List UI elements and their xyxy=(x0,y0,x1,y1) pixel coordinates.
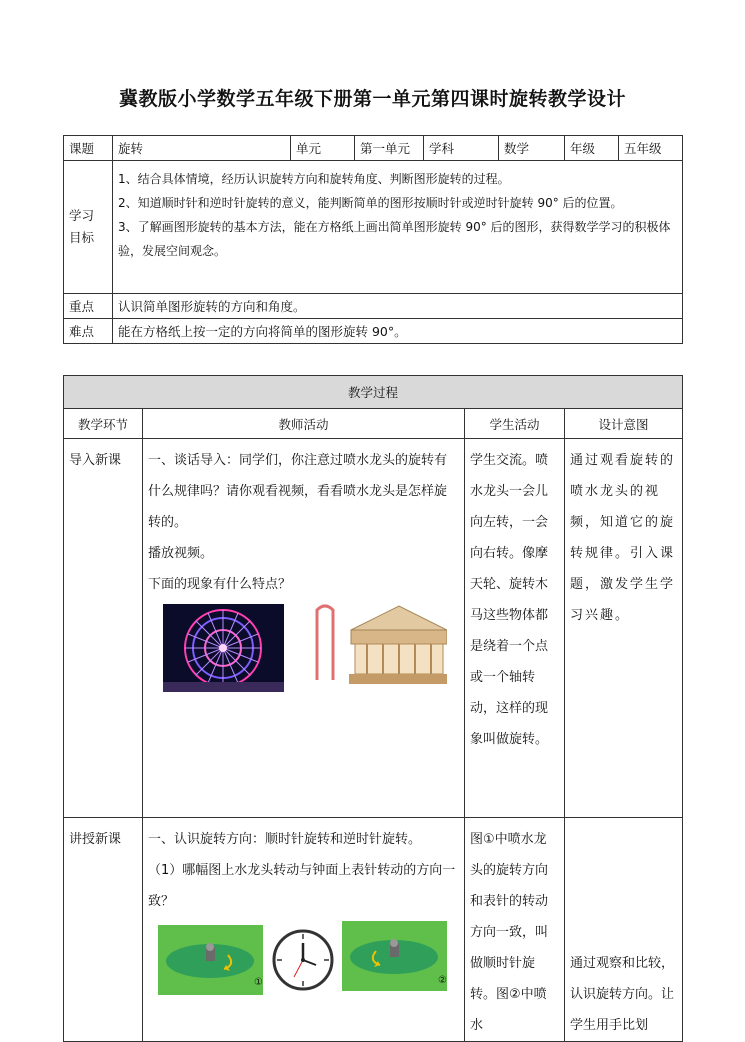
carousel-image xyxy=(311,600,447,692)
photo-row xyxy=(148,600,459,696)
process-header-row xyxy=(64,409,683,439)
stage-new: 讲授新课 xyxy=(64,818,143,1042)
process-row-new xyxy=(64,818,683,1042)
unit-value: 第一单元 xyxy=(355,136,424,161)
header-student: 学生活动 xyxy=(465,409,565,439)
teaching-process-table xyxy=(63,375,683,1042)
header-stage: 教学环节 xyxy=(64,409,143,439)
info-row-difficult xyxy=(64,319,683,344)
goals-content xyxy=(113,161,683,294)
header-purpose: 设计意图 xyxy=(565,409,683,439)
teacher-activity-new xyxy=(143,818,465,1042)
difficult-value: 能在方格纸上按一定的方向将简单的图形旋转 90°。 xyxy=(113,319,683,344)
process-row-intro xyxy=(64,439,683,818)
purpose-new-text: 通过观察和比较，认识旋转方向。让学生用手比划 xyxy=(570,956,675,1033)
goal-1: 1、结合具体情境，经历认识旋转方向和旋转角度、判断图形旋转的过程。 xyxy=(118,172,510,186)
design-purpose-new xyxy=(565,818,683,1042)
sprinkler-clock-row xyxy=(148,917,459,1001)
lesson-info-table xyxy=(63,135,683,344)
info-row-key xyxy=(64,294,683,319)
ferris-wheel-image xyxy=(163,604,284,692)
design-purpose-intro: 通过观看旋转的喷水龙头的视频，知道它的旋转规律。引入课题，激发学生学习兴趣。 xyxy=(565,439,683,818)
goal-3: 3、了解画图形旋转的基本方法，能在方格纸上画出简单图形旋转 90° 后的图形，获得数学学习的积极体验，发展空间观念。 xyxy=(118,220,671,258)
clock-image xyxy=(272,929,334,991)
page-title: 冀教版小学数学五年级下册第一单元第四课时旋转教学设计 xyxy=(118,88,626,110)
teacher-new-para-1: 一、认识旋转方向：顺时针旋转和逆时针旋转。 xyxy=(148,832,422,847)
purpose-spacer xyxy=(570,824,677,948)
header-teacher: 教师活动 xyxy=(143,409,465,439)
goals-label-line-2: 目标 xyxy=(69,230,95,245)
key-label: 重点 xyxy=(64,294,113,319)
student-activity-new: 图①中喷水龙头的旋转方向和表针的转动方向一致，叫做顺时针旋转。图②中喷水 xyxy=(465,818,565,1042)
grade-value: 五年级 xyxy=(619,136,683,161)
key-value: 认识简单图形旋转的方向和角度。 xyxy=(113,294,683,319)
subject-value: 数学 xyxy=(499,136,565,161)
subject-label: 学科 xyxy=(424,136,499,161)
teacher-intro-para-3: 下面的现象有什么特点？ xyxy=(148,577,292,592)
grade-label: 年级 xyxy=(565,136,619,161)
topic-label: 课题 xyxy=(64,136,113,161)
student-activity-intro: 学生交流。喷水龙头一会儿向左转，一会向右转。像摩天轮、旋转木马这些物体都是绕着一个点或一个轴转动，这样的现象叫做旋转。 xyxy=(465,439,565,818)
stage-intro: 导入新课 xyxy=(64,439,143,818)
image-mark-1: ① xyxy=(254,977,263,988)
info-row-goals xyxy=(64,161,683,294)
goals-label xyxy=(64,161,113,294)
process-caption-row xyxy=(64,376,683,409)
process-caption: 教学过程 xyxy=(64,376,683,409)
sprinkler-clockwise-image xyxy=(158,925,263,995)
teacher-intro-para-1: 一、谈话导入：同学们，你注意过喷水龙头的旋转有什么规律吗？请你观看视频，看看喷水龙头是怎样旋转的。 xyxy=(148,453,448,530)
teacher-new-para-2: （1）哪幅图上水龙头转动与钟面上表针转动的方向一致？ xyxy=(148,863,456,909)
image-mark-2: ② xyxy=(438,975,447,986)
difficult-label: 难点 xyxy=(64,319,113,344)
goals-label-line-1: 学习 xyxy=(69,208,95,223)
info-row-header xyxy=(64,136,683,161)
goal-2: 2、知道顺时针和逆时针旋转的意义，能判断简单的图形按顺时针或逆时针旋转 90° 后的位置。 xyxy=(118,196,623,210)
topic-value: 旋转 xyxy=(113,136,291,161)
teacher-intro-para-2: 播放视频。 xyxy=(148,546,214,561)
unit-label: 单元 xyxy=(291,136,355,161)
sprinkler-counterclockwise-image xyxy=(342,921,447,991)
teacher-activity-intro xyxy=(143,439,465,818)
